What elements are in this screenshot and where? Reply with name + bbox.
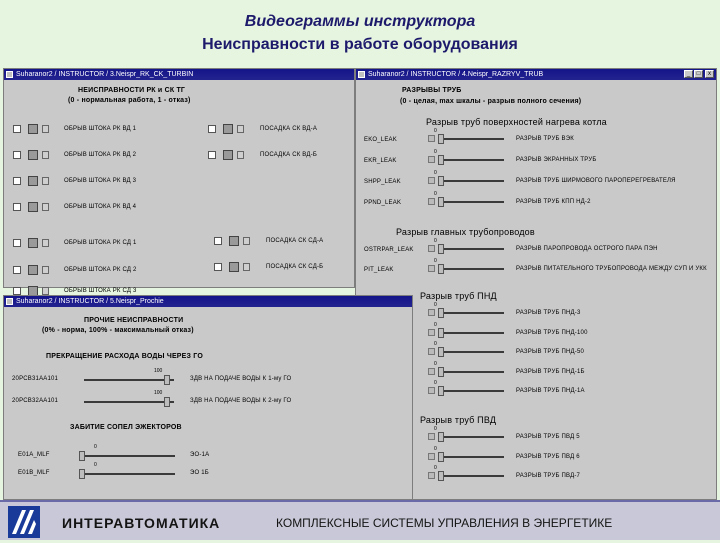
slider-track [438, 475, 504, 477]
fault-status-lamp [243, 237, 250, 245]
slider-thumb[interactable] [164, 397, 170, 407]
slider-field[interactable] [428, 135, 435, 142]
slider-thumb[interactable] [438, 176, 444, 186]
fault-indicator [223, 124, 233, 134]
slider-thumb[interactable] [79, 451, 85, 461]
valve-tag: 20PCB31AA101 [12, 376, 59, 382]
panel-header: ПРОЧИЕ НЕИСПРАВНОСТИ [84, 317, 184, 324]
slider-field[interactable] [428, 245, 435, 252]
rupture-label: РАЗРЫВ ТРУБ ПНД-1Б [516, 368, 585, 375]
slider-thumb[interactable] [438, 452, 444, 462]
slider-value: 0 [434, 302, 437, 308]
fault-label: ОБРЫВ ШТОКА РК ВД 4 [64, 204, 137, 210]
fault-label: ПОСАДКА СК СД-А [266, 238, 324, 244]
slider-track [438, 180, 504, 182]
window-title: Suharanor2 / INSTRUCTOR / 4.Neispr_RAZRYV_TRUB [368, 71, 544, 78]
slider-tag: PPND_LEAK [364, 200, 402, 206]
slider-value: 100 [154, 368, 163, 374]
company-slogan: КОМПЛЕКСНЫЕ СИСТЕМЫ УПРАВЛЕНИЯ В ЭНЕРГЕТИКЕ [276, 516, 613, 530]
valve-tag: 20PCB32AA101 [12, 398, 59, 404]
fault-label: ПОСАДКА СК СД-Б [266, 264, 324, 270]
slider-field[interactable] [428, 156, 435, 163]
ejector-tag: E01B_MLF [18, 470, 50, 476]
slider-field[interactable] [428, 198, 435, 205]
slider-track [438, 456, 504, 458]
window-titlebar[interactable] [4, 296, 412, 307]
slider-field[interactable] [428, 472, 435, 479]
window-other-faults[interactable] [3, 295, 413, 500]
slider-field[interactable] [428, 433, 435, 440]
slider-track [79, 473, 175, 475]
fault-indicator [28, 124, 38, 134]
ejector-tag: E01A_MLF [18, 452, 50, 458]
fault-label: ОБРЫВ ШТОКА РК ВД 2 [64, 152, 137, 158]
slider-tag: EKO_LEAK [364, 137, 397, 143]
slider-tag: OSTRPAR_LEAK [364, 247, 414, 253]
slider-thumb[interactable] [438, 347, 444, 357]
slide-title-line2: Неисправности в работе оборудования [202, 36, 518, 53]
slider-thumb[interactable] [438, 264, 444, 274]
rupture-label: РАЗРЫВ ПАРОПРОВОДА ОСТРОГО ПАРА ПЭН [516, 246, 658, 252]
slider-value: 0 [434, 258, 437, 264]
fault-indicator [28, 202, 38, 212]
fault-status-lamp [42, 151, 49, 159]
fault-checkbox[interactable] [214, 237, 222, 245]
valve-label: ЗДВ НА ПОДАЧЕ ВОДЫ К 2-му ГО [190, 398, 292, 404]
slider-field[interactable] [428, 177, 435, 184]
fault-checkbox[interactable] [208, 125, 216, 133]
slider-thumb[interactable] [438, 432, 444, 442]
rupture-label: РАЗРЫВ ТРУБ КПП НД-2 [516, 199, 591, 205]
maximize-button[interactable]: □ [694, 70, 703, 78]
rupture-label: РАЗРЫВ ТРУБ ПВД 5 [516, 434, 580, 440]
slider-value: 0 [434, 170, 437, 176]
fault-checkbox[interactable] [208, 151, 216, 159]
fault-checkbox[interactable] [13, 203, 21, 211]
slider-value: 0 [434, 238, 437, 244]
fault-label: ОБРЫВ ШТОКА РК СД 1 [64, 240, 137, 246]
slider-thumb[interactable] [438, 386, 444, 396]
slider-track [438, 351, 504, 353]
slider-thumb[interactable] [438, 328, 444, 338]
fault-label: ОБРЫВ ШТОКА РК ВД 3 [64, 178, 137, 184]
slider-tag: EKR_LEAK [364, 158, 397, 164]
fault-status-lamp [42, 177, 49, 185]
section-title-ejectors: ЗАБИТИЕ СОПЕЛ ЭЖЕКТОРОВ [70, 424, 182, 431]
company-logo-icon [8, 506, 40, 538]
rupture-label: РАЗРЫВ ЭКРАННЫХ ТРУБ [516, 157, 597, 163]
fault-checkbox[interactable] [13, 177, 21, 185]
slider-thumb[interactable] [79, 469, 85, 479]
fault-indicator [28, 176, 38, 186]
app-icon [6, 298, 13, 305]
fault-status-lamp [243, 263, 250, 271]
rupture-label: РАЗРЫВ ПИТАТЕЛЬНОГО ТРУБОПРОВОДА МЕЖДУ СУП И УКК [516, 266, 707, 272]
fault-indicator [28, 265, 38, 275]
slider-value: 0 [434, 321, 437, 328]
fault-status-lamp [42, 125, 49, 133]
section-title-water: ПРЕКРАЩЕНИЕ РАСХОДА ВОДЫ ЧЕРЕЗ ГО [46, 353, 203, 360]
slider-track [438, 436, 504, 438]
slider-track [79, 455, 175, 457]
slider-value: 0 [434, 465, 437, 471]
window-title: Suharanor2 / INSTRUCTOR / 5.Neispr_Prochie [16, 298, 164, 305]
company-brand: ИНТЕРАВТОМАТИКА [62, 515, 221, 531]
slider-track [438, 332, 504, 334]
slider-value: 0 [434, 426, 437, 432]
rupture-label: РАЗРЫВ ТРУБ ПВД 6 [516, 453, 580, 460]
panel-subheader: (0 - целая, max шкалы - разрыв полного сечения) [400, 98, 582, 105]
slider-track [438, 159, 504, 161]
fault-checkbox[interactable] [214, 263, 222, 271]
fault-status-lamp [237, 151, 244, 159]
ejector-label: ЭО-1А [190, 452, 210, 458]
slider-tag: SHPP_LEAK [364, 179, 401, 185]
slider-value: 0 [434, 380, 437, 386]
footer-bar [0, 500, 720, 540]
fault-status-lamp [42, 287, 49, 295]
fault-label: ОБРЫВ ШТОКА РК СД 2 [64, 267, 137, 273]
rupture-label: РАЗРЫВ ТРУБ ПНД-3 [516, 310, 581, 316]
slider-track [438, 312, 504, 314]
fault-checkbox[interactable] [13, 125, 21, 133]
fault-indicator [28, 150, 38, 160]
slider-field[interactable] [428, 387, 435, 394]
fault-label: ОБРЫВ ШТОКА РК СД 3 [64, 288, 137, 294]
app-icon [358, 71, 365, 78]
fault-checkbox[interactable] [13, 151, 21, 159]
slider-value: 0 [434, 149, 437, 155]
fault-checkbox[interactable] [13, 266, 21, 274]
slider-value: 0 [434, 128, 437, 134]
rupture-label: РАЗРЫВ ТРУБ ВЭК [516, 136, 574, 142]
fault-label: ПОСАДКА СК ВД-А [260, 126, 318, 132]
slider-track [84, 401, 174, 403]
slider-field[interactable] [428, 329, 435, 336]
panel-subheader: (0 - нормальная работа, 1 - отказ) [68, 97, 191, 104]
slider-thumb[interactable] [438, 367, 444, 377]
rupture-label: РАЗРЫВ ТРУБ ПНД-50 [516, 349, 585, 355]
slider-track [438, 371, 504, 373]
slider-field[interactable] [428, 309, 435, 316]
ejector-label: ЭО 1Б [190, 470, 209, 476]
fault-status-lamp [42, 239, 49, 247]
slider-field[interactable] [428, 453, 435, 460]
fault-status-lamp [42, 203, 49, 211]
slider-track [438, 138, 504, 140]
fault-status-lamp [42, 266, 49, 274]
fault-indicator [28, 238, 38, 248]
fault-label: ОБРЫВ ШТОКА РК ВД 1 [64, 126, 137, 132]
slider-track [438, 268, 504, 270]
slider-track [84, 379, 174, 381]
window-titlebar[interactable] [356, 69, 716, 80]
window-title: Suharanor2 / INSTRUCTOR / 3.Neispr_RK_CK_TURBIN [16, 71, 194, 78]
fault-status-lamp [237, 125, 244, 133]
section-title: Разрыв труб поверхностей нагрева котла [426, 117, 607, 127]
fault-indicator [223, 150, 233, 160]
slider-field[interactable] [428, 265, 435, 272]
slider-thumb[interactable] [438, 134, 444, 144]
fault-checkbox[interactable] [13, 239, 21, 247]
slider-thumb[interactable] [438, 197, 444, 207]
slider-thumb[interactable] [438, 155, 444, 165]
minimize-button[interactable]: _ [684, 70, 693, 78]
rupture-label: РАЗРЫВ ТРУБ ШИРМОВОГО ПАРОПЕРЕГРЕВАТЕЛЯ [516, 178, 676, 184]
fault-indicator [229, 262, 239, 272]
slider-value: 0 [434, 341, 437, 347]
slider-value: 0 [94, 444, 97, 450]
close-button[interactable]: x [705, 70, 714, 78]
slider-thumb[interactable] [164, 375, 170, 385]
window-rk-ck-faults[interactable] [3, 68, 355, 294]
slider-value: 0 [434, 360, 437, 367]
fault-indicator [229, 236, 239, 246]
slider-value: 0 [94, 462, 97, 468]
slider-field[interactable] [428, 368, 435, 375]
slider-value: 0 [434, 445, 437, 452]
slider-value: 100 [154, 390, 163, 396]
app-icon [6, 71, 13, 78]
panel-header: НЕИСПРАВНОСТИ РК и СК ТГ [78, 87, 186, 94]
slider-track [438, 390, 504, 392]
slider-track [438, 248, 504, 250]
valve-label: ЗДВ НА ПОДАЧЕ ВОДЫ К 1-му ГО [190, 376, 292, 382]
rupture-label: РАЗРЫВ ТРУБ ПНД-1А [516, 388, 585, 394]
fault-label: ПОСАДКА СК ВД-Б [260, 152, 317, 158]
panel-subheader: (0% - норма, 100% - максимальный отказ) [42, 327, 194, 334]
panel-header: РАЗРЫВЫ ТРУБ [402, 87, 462, 94]
rupture-label: РАЗРЫВ ТРУБ ПВД-7 [516, 473, 581, 479]
rupture-label: РАЗРЫВ ТРУБ ПНД-100 [516, 329, 588, 336]
section-title: Разрыв труб ПНД [420, 291, 497, 301]
window-titlebar[interactable] [4, 69, 354, 80]
slider-thumb[interactable] [438, 308, 444, 318]
slider-thumb[interactable] [438, 244, 444, 254]
fault-checkbox[interactable] [13, 287, 21, 295]
slider-field[interactable] [428, 348, 435, 355]
slider-track [438, 201, 504, 203]
section-title: Разрыв труб ПВД [420, 415, 497, 425]
slide-title-line1: Видеограммы инструктора [244, 13, 476, 30]
slider-thumb[interactable] [438, 471, 444, 481]
slider-tag: PIT_LEAK [364, 267, 394, 273]
slider-value: 0 [434, 191, 437, 197]
section-title: Разрыв главных трубопроводов [396, 227, 535, 237]
